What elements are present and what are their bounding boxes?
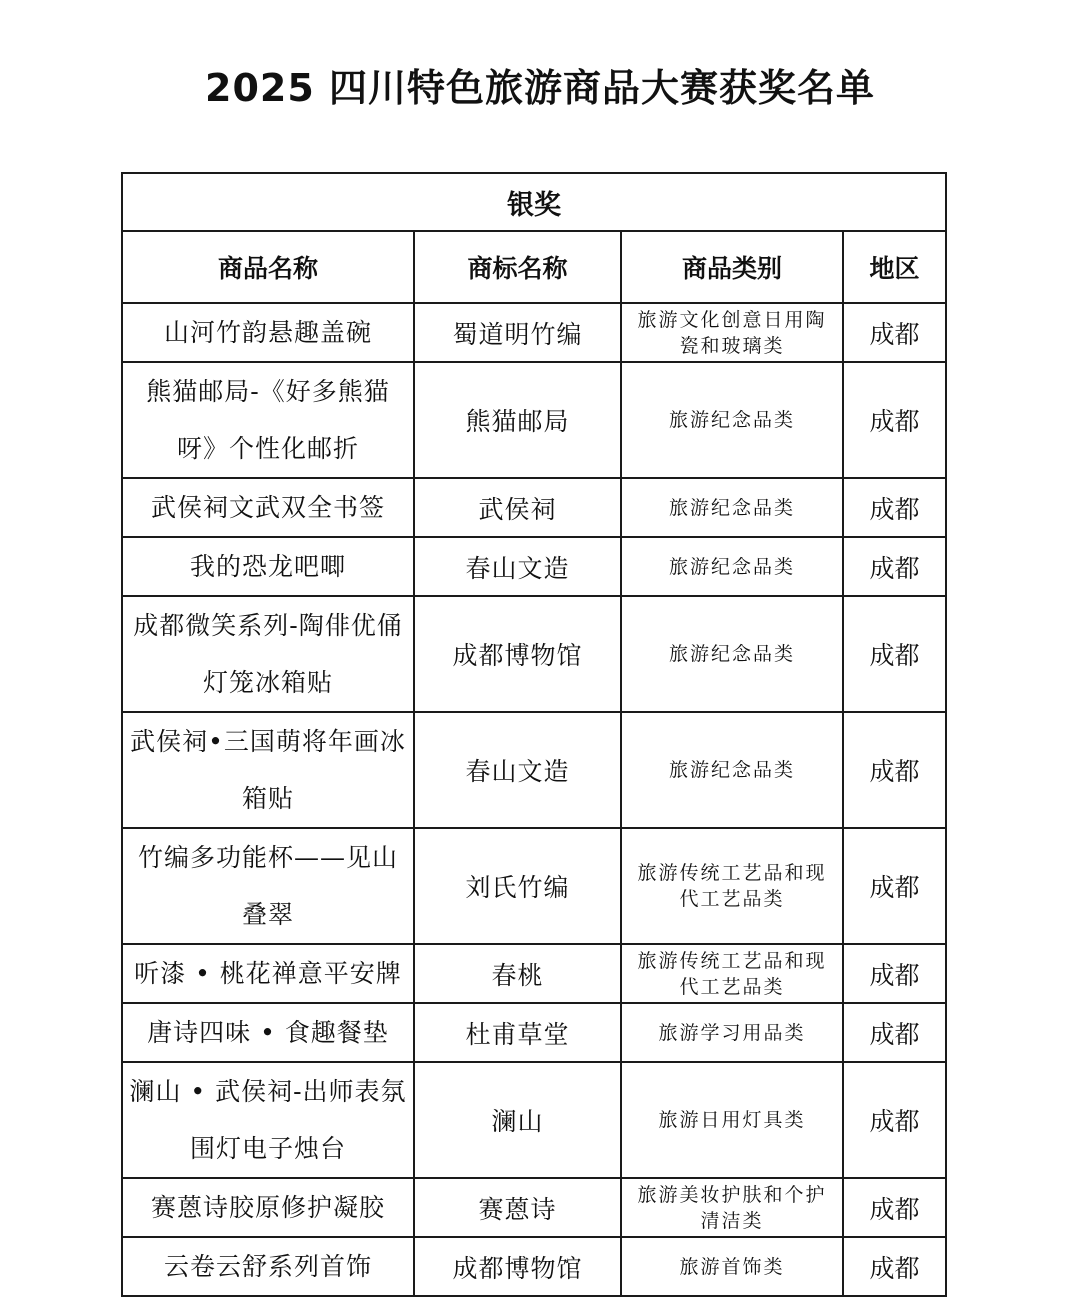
category-cell: 旅游首饰类	[621, 1237, 843, 1296]
table-row	[122, 303, 946, 362]
brand-name-cell: 春山文造	[414, 712, 621, 828]
category-cell: 旅游传统工艺品和现代工艺品类	[621, 828, 843, 944]
region-cell: 成都	[843, 1178, 946, 1237]
table-row	[122, 944, 946, 1003]
product-name-cell: 熊猫邮局-《好多熊猫呀》个性化邮折	[122, 362, 414, 478]
region-cell: 成都	[843, 828, 946, 944]
brand-name-cell: 刘氏竹编	[414, 828, 621, 944]
product-name-cell: 成都微笑系列-陶俳优俑灯笼冰箱贴	[122, 596, 414, 712]
column-header-product: 商品名称	[122, 231, 414, 303]
table-row	[122, 828, 946, 944]
brand-name-cell: 杜甫草堂	[414, 1003, 621, 1062]
table-row	[122, 1178, 946, 1237]
product-name-cell: 听漆 • 桃花禅意平安牌	[122, 944, 414, 1003]
region-cell: 成都	[843, 944, 946, 1003]
brand-name-cell: 春山文造	[414, 537, 621, 596]
region-cell: 成都	[843, 478, 946, 537]
award-level-row	[122, 173, 946, 231]
region-cell: 成都	[843, 362, 946, 478]
table-row	[122, 537, 946, 596]
table-row	[122, 1062, 946, 1178]
product-name-cell: 竹编多功能杯——见山叠翠	[122, 828, 414, 944]
table-row	[122, 362, 946, 478]
category-cell: 旅游学习用品类	[621, 1003, 843, 1062]
region-cell: 成都	[843, 1003, 946, 1062]
category-cell: 旅游纪念品类	[621, 712, 843, 828]
region-cell: 成都	[843, 712, 946, 828]
brand-name-cell: 武侯祠	[414, 478, 621, 537]
category-cell: 旅游日用灯具类	[621, 1062, 843, 1178]
product-name-cell: 山河竹韵悬趣盖碗	[122, 303, 414, 362]
column-header-region: 地区	[843, 231, 946, 303]
table-row	[122, 596, 946, 712]
table-row	[122, 1003, 946, 1062]
category-cell: 旅游文化创意日用陶瓷和玻璃类	[621, 303, 843, 362]
region-cell: 成都	[843, 303, 946, 362]
product-name-cell: 武侯祠文武双全书签	[122, 478, 414, 537]
category-cell: 旅游纪念品类	[621, 596, 843, 712]
brand-name-cell: 成都博物馆	[414, 596, 621, 712]
award-level-heading: 银奖	[122, 173, 946, 231]
product-name-cell: 赛蒽诗胶原修护凝胶	[122, 1178, 414, 1237]
column-header-category: 商品类别	[621, 231, 843, 303]
product-name-cell: 武侯祠•三国萌将年画冰箱贴	[122, 712, 414, 828]
table-row	[122, 478, 946, 537]
table-row	[122, 1237, 946, 1296]
brand-name-cell: 成都博物馆	[414, 1237, 621, 1296]
product-name-cell: 我的恐龙吧唧	[122, 537, 414, 596]
page-title: 2025 四川特色旅游商品大赛获奖名单	[205, 66, 875, 110]
column-header-brand: 商标名称	[414, 231, 621, 303]
region-cell: 成都	[843, 596, 946, 712]
brand-name-cell: 蜀道明竹编	[414, 303, 621, 362]
brand-name-cell: 春桃	[414, 944, 621, 1003]
table-row	[122, 712, 946, 828]
award-table	[121, 172, 947, 1297]
brand-name-cell: 澜山	[414, 1062, 621, 1178]
category-cell: 旅游纪念品类	[621, 362, 843, 478]
brand-name-cell: 熊猫邮局	[414, 362, 621, 478]
product-name-cell: 澜山 • 武侯祠-出师表氛围灯电子烛台	[122, 1062, 414, 1178]
category-cell: 旅游纪念品类	[621, 537, 843, 596]
column-header-row	[122, 231, 946, 303]
category-cell: 旅游纪念品类	[621, 478, 843, 537]
region-cell: 成都	[843, 1062, 946, 1178]
region-cell: 成都	[843, 1237, 946, 1296]
product-name-cell: 唐诗四味 • 食趣餐垫	[122, 1003, 414, 1062]
table-body	[122, 303, 946, 1296]
category-cell: 旅游美妆护肤和个护清洁类	[621, 1178, 843, 1237]
product-name-cell: 云卷云舒系列首饰	[122, 1237, 414, 1296]
region-cell: 成都	[843, 537, 946, 596]
brand-name-cell: 赛蒽诗	[414, 1178, 621, 1237]
category-cell: 旅游传统工艺品和现代工艺品类	[621, 944, 843, 1003]
